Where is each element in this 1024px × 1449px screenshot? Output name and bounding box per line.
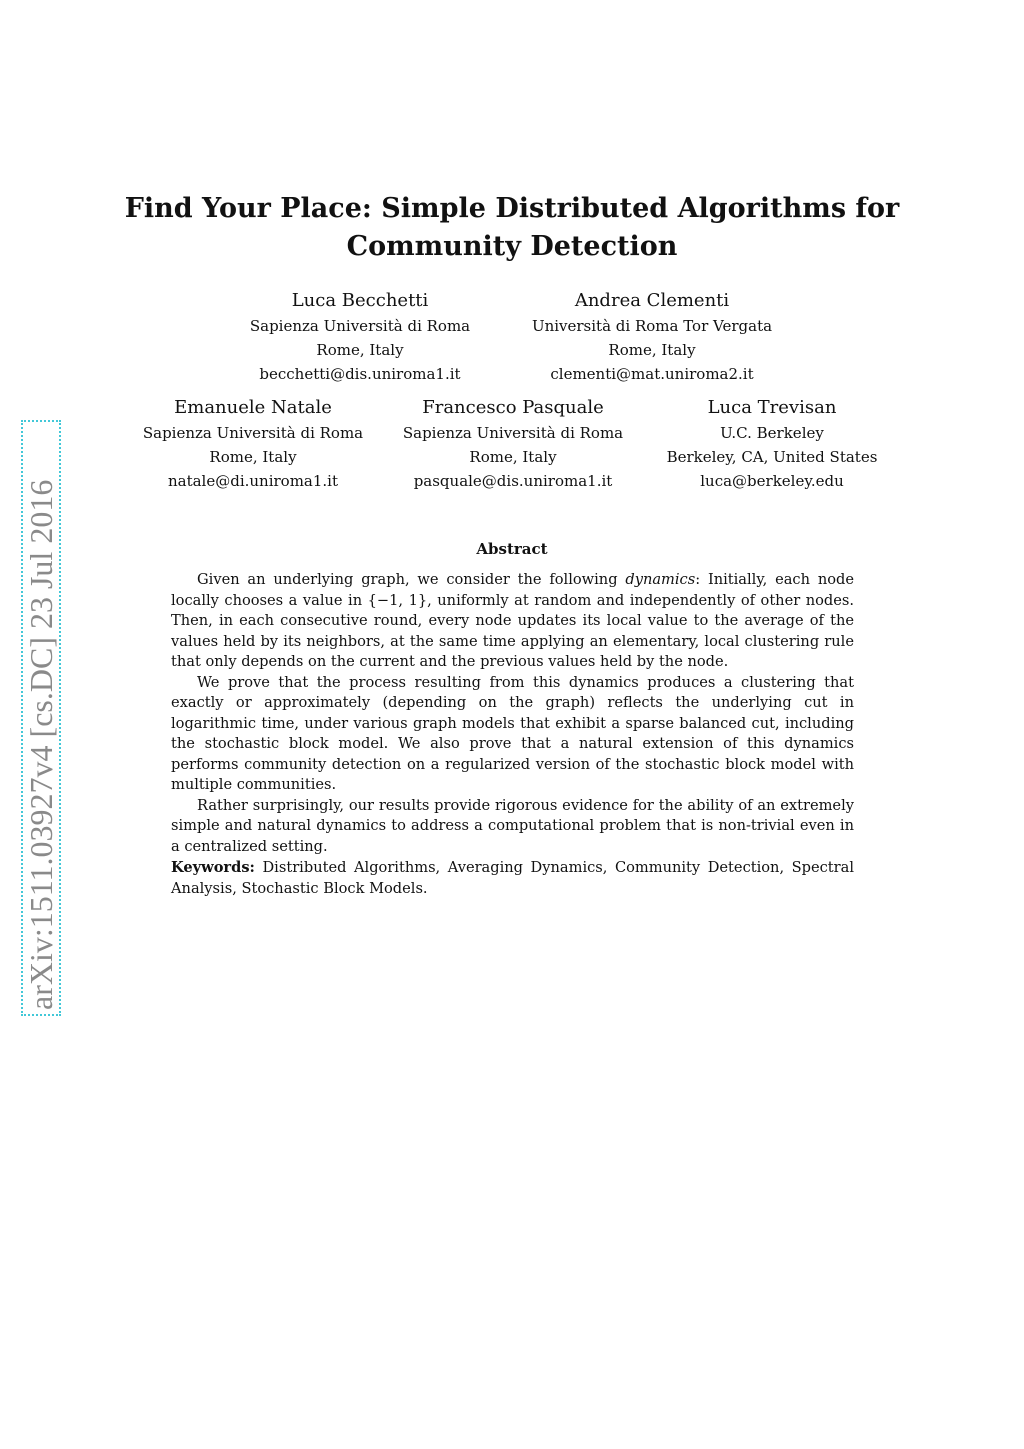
- author-affiliation: Sapienza Università di Roma: [249, 317, 471, 335]
- author-becchetti: [220, 288, 500, 386]
- author-affiliation: Università di Roma Tor Vergata: [531, 317, 773, 335]
- author-email: luca@berkeley.edu: [700, 472, 844, 490]
- author-email: pasquale@dis.uniroma1.it: [413, 472, 613, 490]
- title-line-1: Find Your Place: Simple Distributed Algorithms for: [124, 193, 900, 224]
- author-affiliation: Sapienza Università di Roma: [142, 424, 364, 442]
- abstract-body: [171, 570, 854, 857]
- author-location: Rome, Italy: [316, 341, 404, 359]
- abstract-p1-start: Given an underlying graph, we consider the following: [197, 571, 626, 588]
- author-name: Francesco Pasquale: [422, 397, 604, 418]
- abstract-p1-end: : Initially, each node locally chooses a value in {−1, 1}, uniformly at random and independently of other nodes. Then, in each consecutive round, every node updates its local value to the average of the values held by its neighbors, at the same time applying an elementary, local clustering rule that only depends on the current and the previous values held by the node.: [171, 571, 854, 670]
- abstract-heading: Abstract: [476, 540, 548, 558]
- keywords-label: Keywords:: [171, 859, 255, 876]
- author-location: Rome, Italy: [608, 341, 696, 359]
- author-location: Rome, Italy: [209, 448, 297, 466]
- author-natale: [113, 395, 393, 493]
- author-affiliation: U.C. Berkeley: [720, 424, 824, 442]
- abstract-p1-emphasis: dynamics: [625, 571, 696, 588]
- author-pasquale: [373, 395, 653, 493]
- author-affiliation: Sapienza Università di Roma: [402, 424, 624, 442]
- author-email: natale@di.uniroma1.it: [167, 472, 339, 490]
- keywords-text: Distributed Algorithms, Averaging Dynamics, Community Detection, Spectral Analysis, Stochastic Block Models.: [171, 859, 855, 897]
- author-name: Luca Trevisan: [707, 397, 837, 418]
- author-name: Emanuele Natale: [174, 397, 332, 418]
- author-clementi: [512, 288, 792, 386]
- abstract-paragraph-3: Rather surprisingly, our results provide rigorous evidence for the ability of an extremely simple and natural dynamics to address a computational problem that is non-trivial even in a centralized setting.: [171, 796, 854, 855]
- author-location: Berkeley, CA, United States: [666, 448, 878, 466]
- abstract-paragraph-2: We prove that the process resulting from this dynamics produces a clustering that exactly or approximately (depending on the graph) reflects the underlying cut in logarithmic time, under various graph models that exhibit a sparse balanced cut, including the stochastic block model. We also prove that a natural extension of this dynamics performs community detection on a regularized version of the stochastic block model with multiple communities.: [171, 673, 854, 793]
- keywords: [171, 858, 854, 899]
- abstract-paragraph-1: [171, 570, 854, 673]
- arxiv-stamp: arXiv:1511.03927v4 [cs.DC] 23 Jul 2016: [21, 420, 61, 1016]
- author-email: becchetti@dis.uniroma1.it: [259, 365, 461, 383]
- author-location: Rome, Italy: [469, 448, 557, 466]
- paper-title: [100, 190, 924, 266]
- author-name: Luca Becchetti: [291, 290, 429, 311]
- title-line-2: Community Detection: [346, 231, 678, 262]
- author-name: Andrea Clementi: [574, 290, 730, 311]
- author-email: clementi@mat.uniroma2.it: [550, 365, 754, 383]
- author-trevisan: [632, 395, 912, 493]
